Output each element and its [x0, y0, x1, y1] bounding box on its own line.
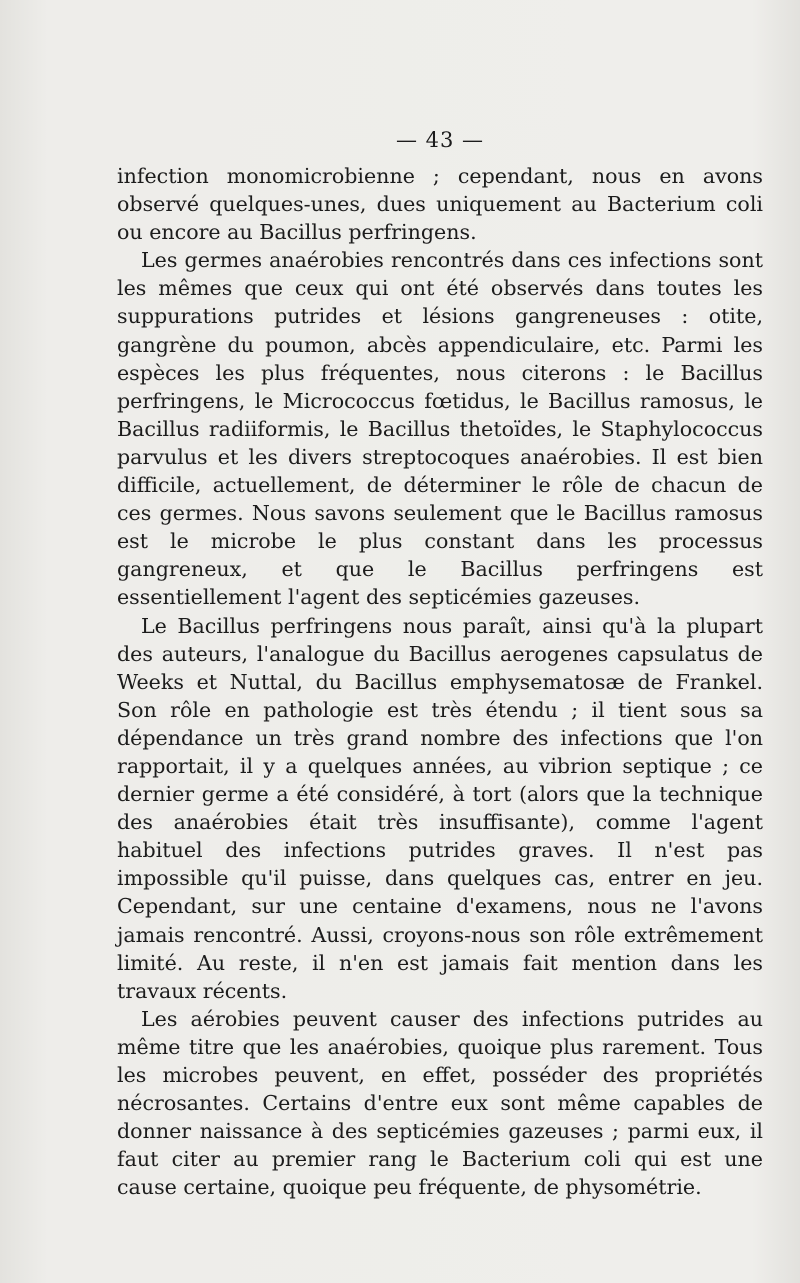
- paragraph-aerobes: Les aérobies peuvent causer des infections putrides au même titre que les anaérobies, quoique plus rarement. Tous les microbes peuvent, en effet, posséder des propriétés nécrosantes. Certains d'entre eux sont même capables de donner naissance à des septicémies gazeuses ; parmi eux, il faut citer au premier rang le Bacterium coli qui est une cause certaine, quoique peu fréquente, de physométrie.: [117, 1006, 763, 1200]
- paragraph-anaerobes: Les germes anaérobies rencontrés dans ces infections sont les mêmes que ceux qui ont été observés dans toutes les suppurations putrides et lésions gangreneuses : otite, gangrène du poumon, abcès appendiculaire, etc. Parmi les espèces les plus fréquentes, nous citerons : le Bacillus perfringens, le Micrococcus fœtidus, le Bacillus ramosus, le Bacillus radiiformis, le Bacillus thetoïdes, le Staphylococcus parvulus et les divers streptocoques anaérobies. Il est bien difficile, actuellement, de déterminer le rôle de chacun de ces germes. Nous savons seulement que le Bacillus ramosus est le microbe le plus constant dans les processus gangreneux, et que le Bacillus perfringens est essentiellement l'agent des septicémies gazeuses.: [117, 248, 763, 610]
- body-text: [117, 162, 763, 1201]
- paragraph-perfringens: Le Bacillus perfringens nous paraît, ainsi qu'à la plupart des auteurs, l'analogue du Bacillus aerogenes capsulatus de Weeks et Nuttal, du Bacillus emphysematosæ de Frankel. Son rôle en pathologie est très étendu ; il tient sous sa dépendance un très grand nombre des infections que l'on rapportait, il y a quelques années, au vibrion septique ; ce dernier germe a été considéré, à tort (alors que la technique des anaérobies était très insuffisante), comme l'agent habituel des infections putrides graves. Il n'est pas impossible qu'il puisse, dans quelques cas, entrer en jeu. Cependant, sur une centaine d'examens, nous ne l'avons jamais rencontré. Aussi, croyons-nous son rôle extrêmement limité. Au reste, il n'en est jamais fait mention dans les travaux récents.: [117, 613, 763, 1003]
- paragraph-continuation: infection monomicrobienne ; cependant, nous en avons observé quelques-unes, dues uniquement au Bacterium coli ou encore au Bacillus perfringens.: [117, 164, 763, 245]
- page-number: — 43 —: [395, 128, 485, 152]
